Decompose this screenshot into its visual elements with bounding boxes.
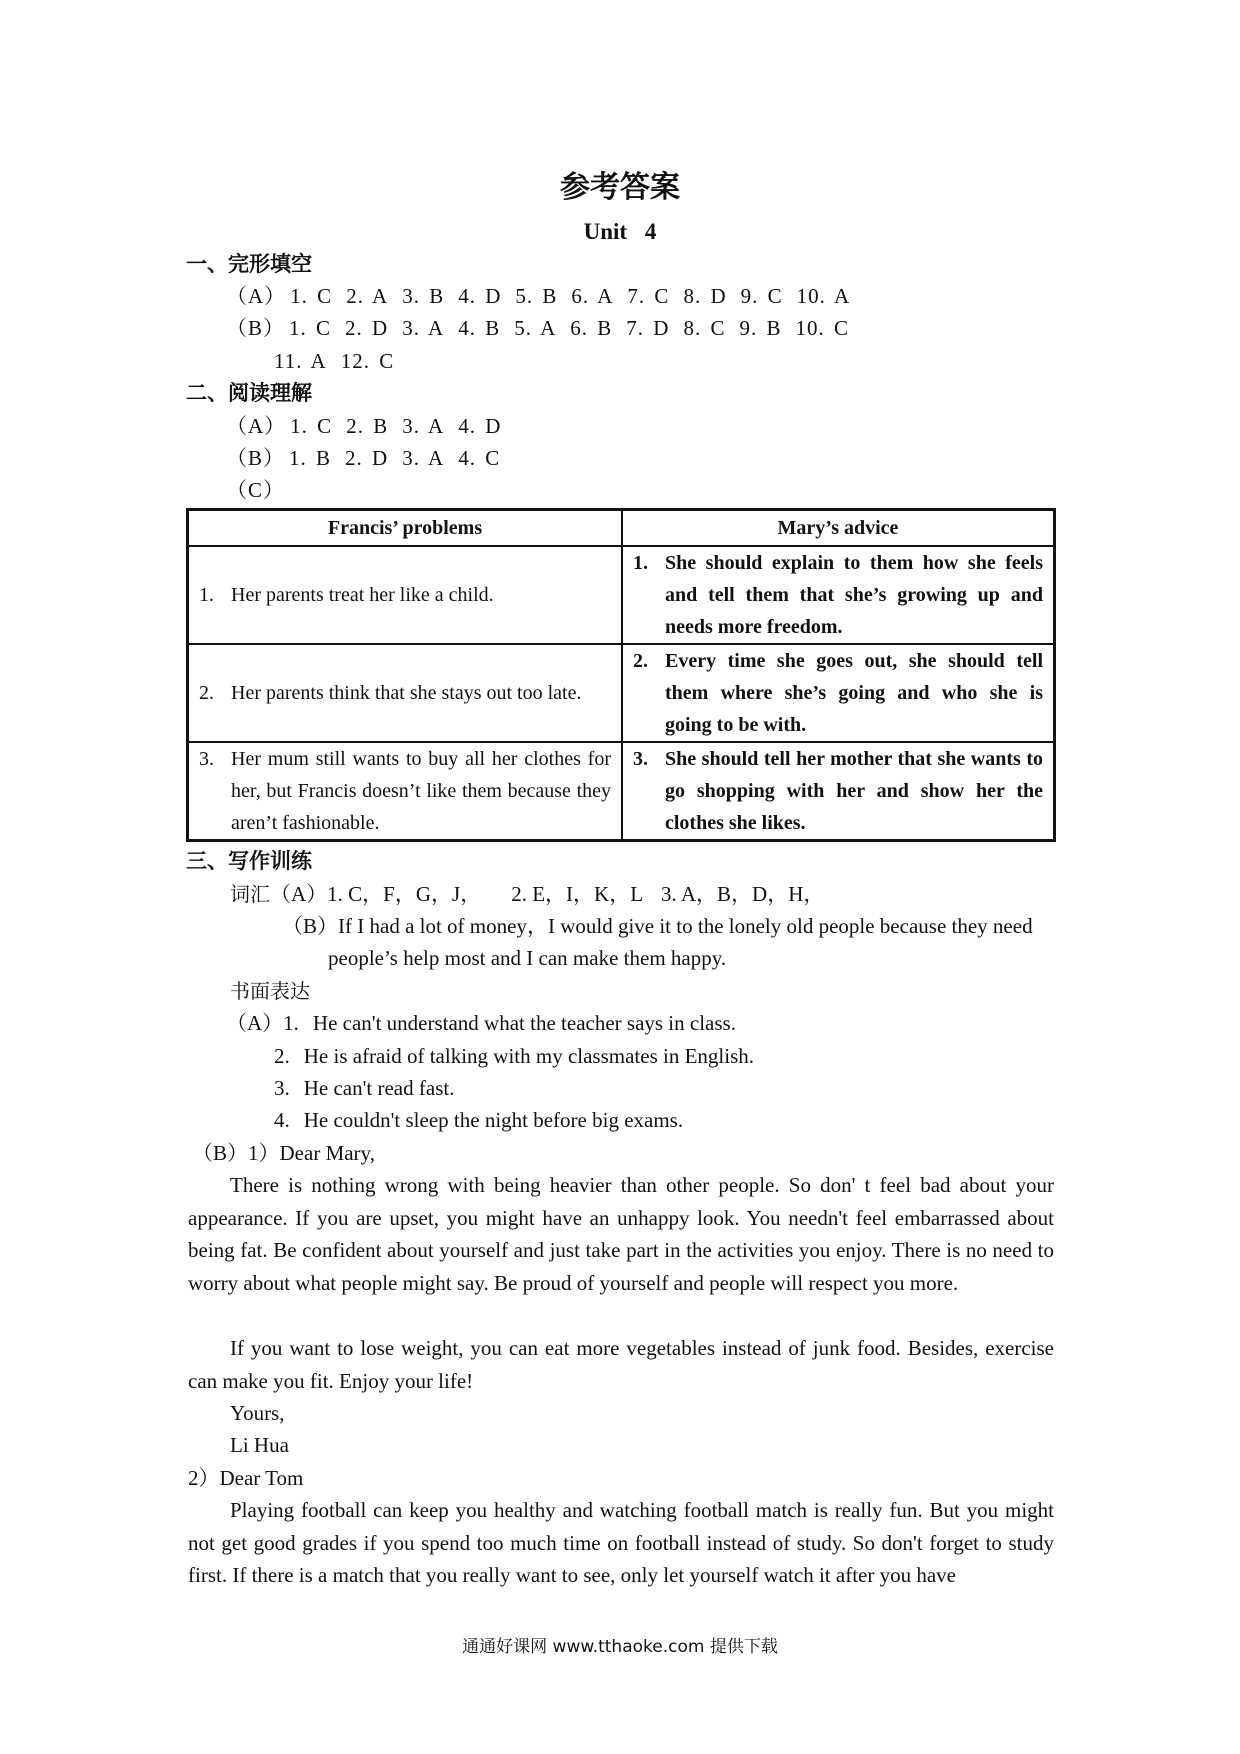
problem-text: Her parents think that she stays out too late. [231,682,582,704]
writing-a-item-4 [274,1104,683,1136]
letter1-closing: Yours, [230,1401,285,1425]
table-header: Mary’s advice [622,510,1055,547]
writing-label: 书面表达 [230,979,310,1003]
group-label: （A） [226,1011,284,1035]
answer: 7. D [626,316,670,340]
answer: 6. B [570,316,613,340]
page-title: 参考答案 [560,170,680,205]
answer: 1. C [290,284,333,308]
item-number: 2. [199,682,214,704]
answer: 4. B [458,316,501,340]
vocab-b-text: If I had a lot of money，I would give it to the lonely old people because they need [338,914,1033,938]
answer: 3. B [402,284,445,308]
answer: 3. A [402,446,445,470]
answer: 3. A [402,316,445,340]
group-label: （A） [226,414,287,438]
letter1-greeting-line [192,1137,375,1169]
answer: 8. D [683,284,727,308]
vocab-b-line1 [282,910,1033,942]
letter2-para1: Playing football can keep you healthy and watching football match is really fun. But you might not get good grades if you spend too much time on football instead of study. So don't forget to study first. If there is a match that you really want to see, only let yourself watch it after you have [188,1498,1054,1587]
section2-groupC-label: （C） [226,478,286,502]
answer: 4. C [458,446,501,470]
section1-groupA [226,280,864,312]
item-text: He is afraid of talking with my classmates in English. [303,1044,754,1068]
writing-a-item-2 [274,1040,754,1072]
answer: 5. A [514,316,557,340]
item-number: 1. [633,552,648,574]
letter1-para2: If you want to lose weight, you can eat more vegetables instead of junk food. Besides, exercise can make you fit. Enjoy your life! [188,1336,1054,1393]
letter2-greeting-line [188,1462,303,1494]
vocab-label: 词汇 [230,882,270,906]
item-text: He can't read fast. [303,1076,455,1100]
item-text: He couldn't sleep the night before big exams. [303,1108,684,1132]
answer: 3. A，B，D，H， [661,882,825,906]
answer: 2. D [345,446,389,470]
group-label: （A） [270,882,328,906]
answer: 1. C [290,414,333,438]
group-label: （B） [192,1141,249,1165]
answer: 4. D [458,284,502,308]
section1-heading: 一、完形填空 [186,252,312,276]
letter1-signature: Li Hua [230,1433,289,1457]
section2-groupB [226,442,514,474]
item-text: He can't understand what the teacher says in class. [312,1011,736,1035]
answer: 6. A [571,284,614,308]
answer: 2. B [346,414,389,438]
writing-a-item-3 [274,1072,454,1104]
writing-a-item-1 [226,1007,736,1039]
answer: 11. A [274,349,327,373]
advice-text: She should explain to them how she feels and tell them that she’s growing up and needs more freedom. [665,552,1043,638]
advice-text: She should tell her mother that she wants to go shopping with her and show her the clothes she likes. [665,748,1043,834]
greeting: Dear Mary, [279,1141,375,1165]
unit-heading: Unit 4 [583,219,657,244]
problem-cell [188,546,623,644]
answer: 3. A [402,414,445,438]
answer: 2. E，I，K，L [511,882,644,906]
answer: 8. C [683,316,726,340]
reading-table [186,508,1056,842]
item-number: 1. [283,1011,299,1035]
answer: 2. D [345,316,389,340]
answer: 4. D [458,414,502,438]
letter1-para1: There is nothing wrong with being heavier than other people. So don' t feel bad about your appearance. If you are upset, you might have an unhappy look. You needn't feel embarrassed about being fat. Be confident about yourself and just take part in the activities you enjoy. There is no need to worry about what people might say. Be proud of yourself and people will respect you more. [188,1173,1054,1295]
item-number: 3. [633,748,648,770]
section1-groupB [226,312,863,344]
answer: 1. C [289,316,332,340]
section1-groupB-cont [274,345,408,377]
group-label: （B） [282,914,339,938]
table-header: Francis’ problems [188,510,623,547]
group-label: （B） [226,446,286,470]
group-label: （A） [226,284,287,308]
answer: 1. B [289,446,332,470]
footer-credit: 通通好课网 www.tthaoke.com 提供下载 [462,1637,778,1657]
problem-cell [188,742,623,841]
section2-groupA [226,410,515,442]
item-number: 3. [274,1076,290,1100]
vocab-b-line2: people’s help most and I can make them happy. [328,946,727,970]
item-number: 2. [274,1044,290,1068]
item-number: 4. [274,1108,290,1132]
group-label: （B） [226,316,286,340]
greeting: Dear Tom [219,1466,304,1490]
problem-text: Her mum still wants to buy all her clothes for her, but Francis doesn’t like them because they aren’t fashionable. [231,748,611,834]
answer: 1. C，F，G，J， [327,882,482,906]
item-number: 3. [199,748,214,770]
item-number: 2. [633,650,648,672]
problem-text: Her parents treat her like a child. [231,584,494,606]
item-number: 1. [199,584,214,606]
advice-cell [622,742,1055,841]
letter-number: 1） [248,1141,280,1165]
problem-cell [188,644,623,742]
answer: 5. B [515,284,558,308]
advice-text: Every time she goes out, she should tell them where she’s going and who she is going to be with. [665,650,1043,736]
answer: 9. B [739,316,782,340]
answer: 2. A [346,284,389,308]
section3-heading: 三、写作训练 [186,849,312,873]
answer: 10. C [795,316,849,340]
answer: 7. C [627,284,670,308]
answer: 9. C [740,284,783,308]
vocab-a-line [230,878,824,910]
section2-heading: 二、阅读理解 [186,381,312,405]
advice-cell [622,546,1055,644]
answer: 10. A [796,284,851,308]
advice-cell [622,644,1055,742]
letter-number: 2） [188,1466,220,1490]
answer: 12. C [340,349,395,373]
